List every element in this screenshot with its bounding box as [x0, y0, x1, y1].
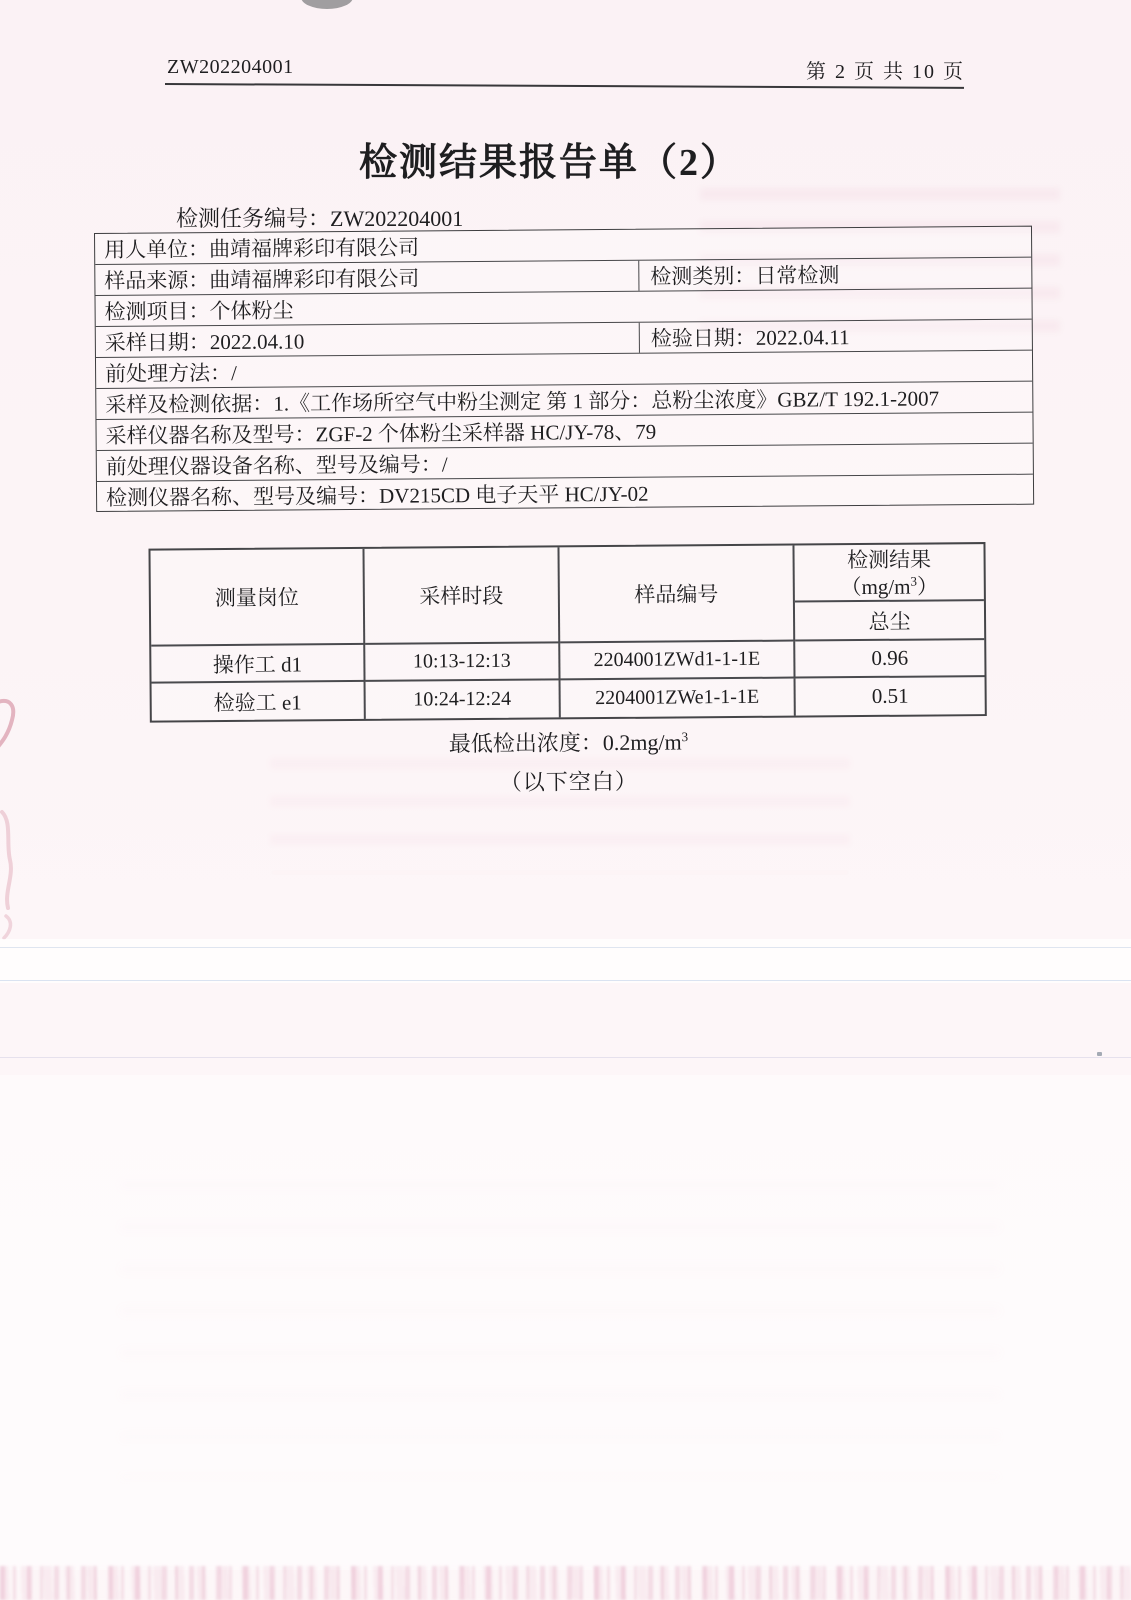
info-cell: 检测仪器名称、型号及编号：DV215CD 电子天平 HC/JY-02 — [105, 481, 649, 510]
task-number-line: 检测任务编号：ZW202204001 — [176, 206, 464, 231]
result-header-line1: 检测结果 — [846, 546, 932, 572]
detection-limit-note: 最低检出浓度：$0.2mg/m^3$ — [448, 729, 689, 757]
info-cell: 检验日期：2022.04.11 — [650, 325, 850, 351]
scan-speck — [1097, 1052, 1102, 1056]
page-indicator: 第 2 页 共 10 页 — [806, 61, 965, 83]
superscript: 3 — [681, 729, 689, 745]
result-header-line2: $(mg/m^3)$ — [840, 573, 939, 599]
cell-position: 检验工 e1 — [152, 682, 366, 721]
info-cell: 样品来源：曲靖福牌彩印有限公司 — [95, 261, 639, 295]
col-header-position: 测量岗位 — [150, 549, 365, 647]
cell-period: 10:24-12:24 — [366, 680, 561, 719]
cell-period: 10:13-12:13 — [365, 643, 560, 682]
col-header-sample-no: 样品编号 — [559, 546, 795, 644]
scanner-light-band — [0, 939, 1131, 983]
info-table — [94, 226, 1034, 512]
sub-header-total-dust: 总尘 — [795, 601, 984, 641]
info-cell: 前处理仪器设备名称、型号及编号：/ — [105, 452, 448, 479]
bottom-edge-bleed-noise — [0, 1566, 1131, 1600]
cell-position: 操作工 d1 — [151, 645, 365, 684]
doc-number: ZW202204001 — [167, 56, 294, 78]
col-header-result — [794, 544, 983, 602]
info-cell: 采样仪器名称及型号：ZGF-2 个体粉尘采样器 HC/JY-78、79 — [105, 419, 657, 448]
report-title: 检测结果报告单（2） — [358, 142, 740, 184]
scan-line — [0, 1057, 1131, 1058]
scan-line — [0, 947, 1131, 948]
info-cell: 检测类别：日常检测 — [650, 263, 840, 289]
info-cell: 检测项目：个体粉尘 — [104, 298, 294, 324]
info-cell: 采样日期：2022.04.10 — [96, 323, 640, 357]
blank-below-note: （以下空白） — [499, 768, 638, 795]
cell-sample-no: 2204001ZWd1-1-1E — [560, 642, 795, 681]
col-header-period: 采样时段 — [364, 547, 560, 645]
cell-sample-no: 2204001ZWe1-1-1E — [561, 679, 796, 718]
ink-bleedthrough-area — [120, 1180, 1000, 1480]
scanner-light-area — [0, 1075, 1131, 1570]
scan-smudge-mark — [301, 0, 353, 9]
info-cell: 采样及检测依据：1.《工作场所空气中粉尘测定 第 1 部分：总粉尘浓度》GBZ/T 192.1-2007 — [105, 386, 940, 417]
cell-result: 0.51 — [871, 683, 909, 708]
info-row-instrument — [97, 475, 1033, 512]
superscript: 3 — [910, 573, 918, 589]
cell-result: 0.96 — [795, 640, 984, 678]
scan-line — [0, 980, 1131, 981]
results-table — [148, 542, 986, 723]
info-cell: 用人单位：曲靖福牌彩印有限公司 — [104, 235, 420, 262]
info-cell: 前处理方法：/ — [105, 360, 238, 386]
document-body — [0, 225, 1131, 854]
